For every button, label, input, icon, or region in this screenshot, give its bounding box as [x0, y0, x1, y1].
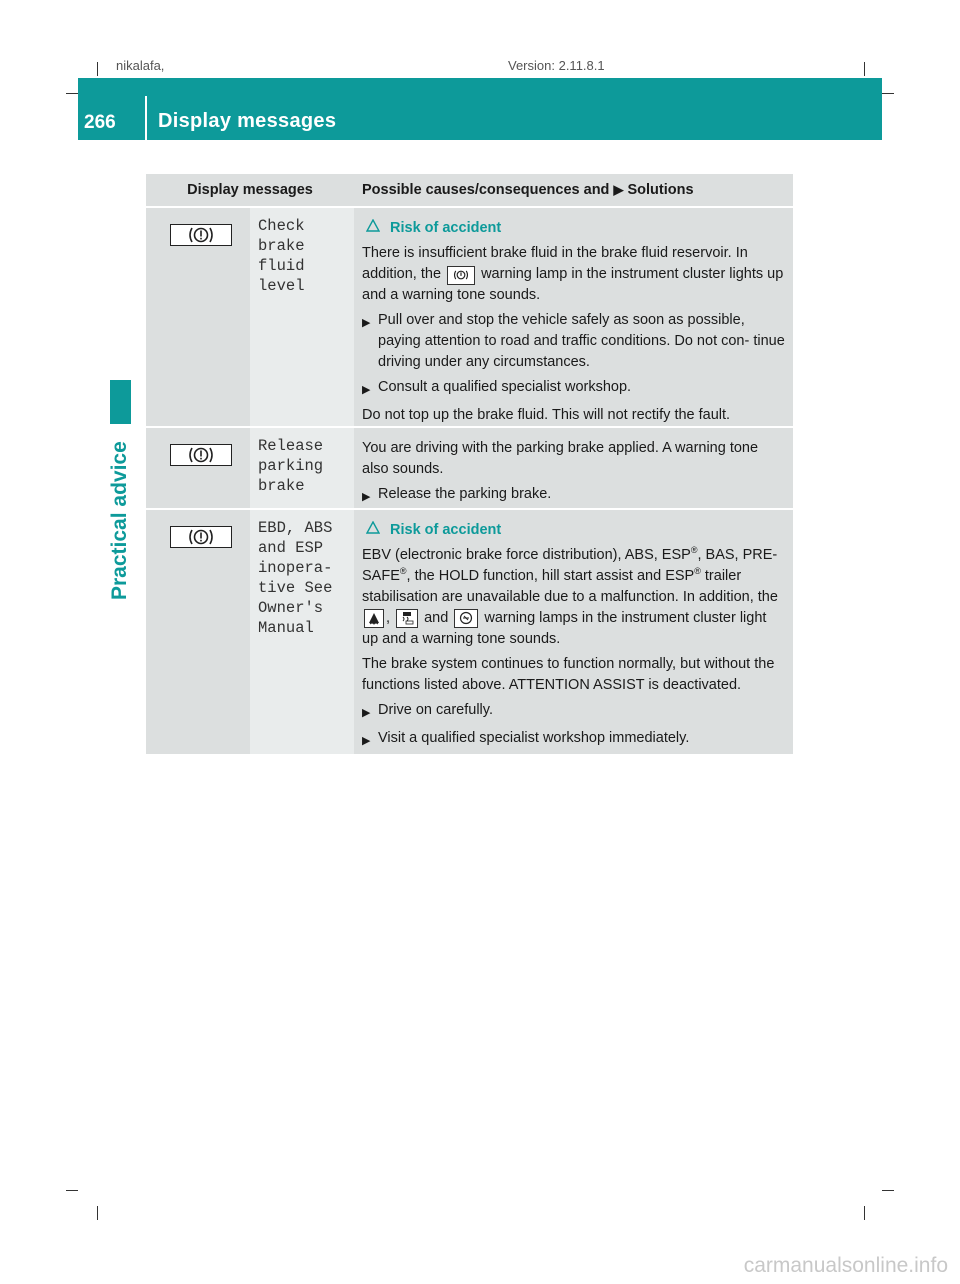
arrow-icon: ▶: [613, 182, 624, 197]
step-item: ▶ Release the parking brake.: [362, 484, 785, 508]
print-meta-right: Version: 2.11.8.1: [508, 58, 605, 73]
step-item: ▶ Visit a qualified specialist workshop immediately.: [362, 728, 785, 752]
risk-heading: Risk of accident: [362, 218, 785, 239]
crop-mark: [864, 1206, 865, 1220]
print-meta-left: nikalafa,: [116, 58, 165, 73]
watermark: carmanualsonline.info: [743, 1254, 948, 1277]
arrow-icon: ▶: [362, 707, 371, 719]
paragraph: You are driving with the parking brake applied. A warning tone also sounds.: [362, 440, 759, 477]
risk-heading: Risk of accident: [362, 520, 785, 541]
display-text: EBD, ABS and ESP inopera‐ tive See Owner's Manual: [250, 510, 354, 754]
side-tab: [110, 380, 131, 424]
brake-warning-icon: [170, 444, 232, 466]
col-header-display: Display messages: [187, 182, 313, 198]
cause-cell: [354, 208, 793, 426]
cause-cell: [354, 510, 793, 754]
paragraph: There is insufficient brake fluid in the brake fluid reservoir. In addition, the warning lamp in the instrument cluster lights up and a warning tone sounds.: [362, 245, 784, 303]
crop-mark: [66, 1190, 78, 1191]
esp-off-icon: [396, 609, 418, 628]
brake-warning-icon: [170, 224, 232, 246]
warning-triangle-icon: [366, 218, 380, 239]
header-divider: [145, 96, 147, 140]
crop-mark: [97, 62, 98, 76]
section-title: Display messages: [158, 110, 337, 132]
crop-mark: [864, 62, 865, 76]
step-item: ▶ Drive on carefully.: [362, 700, 785, 724]
display-text: Check brake fluid level: [250, 208, 354, 426]
page-number: 266: [84, 112, 116, 133]
table-row: [146, 508, 793, 754]
table-header: [146, 174, 793, 206]
side-section-label: Practical advice: [108, 441, 131, 600]
arrow-icon: ▶: [362, 317, 371, 329]
display-text: Release parking brake: [250, 428, 354, 508]
table-row: [146, 426, 793, 508]
paragraph: Do not top up the brake fluid. This will not rectify the fault.: [362, 407, 731, 423]
col-header-causes: Possible causes/consequences and ▶ Solutions: [362, 182, 694, 198]
table-row: [146, 206, 793, 426]
arrow-icon: ▶: [362, 735, 371, 747]
crop-mark: [97, 1206, 98, 1220]
crop-mark: [882, 1190, 894, 1191]
warning-triangle-icon: [366, 520, 380, 541]
crop-mark: [66, 93, 78, 94]
brake-warning-icon: [170, 526, 232, 548]
step-item: ▶ Consult a qualified specialist workshop.: [362, 377, 785, 401]
step-item: ▶ Pull over and stop the vehicle safely as soon as possible, paying attention to road and traffic conditions. Do not con- tinue driving under any circumstances.: [362, 310, 785, 373]
lamp-cell: [146, 510, 250, 754]
abs-warning-icon: [454, 609, 478, 628]
arrow-icon: ▶: [362, 384, 371, 396]
brake-warning-icon: [447, 266, 475, 285]
display-messages-table: [146, 174, 793, 754]
paragraph: The brake system continues to function normally, but without the functions listed above. ATTENTION ASSIST is deactivated.: [362, 656, 775, 693]
lamp-cell: [146, 428, 250, 508]
arrow-icon: ▶: [362, 491, 371, 503]
paragraph: EBV (electronic brake force distribution), ABS, ESP®, BAS, PRE-SAFE®, the HOLD function, hill start assist and ESP® trailer stabilisation are unavailable due to a malfunction. In addition, the , and warning lamps in the instrument cluster light up and a warning tone sounds.: [362, 545, 778, 647]
skidding-car-icon: [364, 609, 384, 628]
cause-cell: [354, 428, 793, 508]
lamp-cell: [146, 208, 250, 426]
crop-mark: [882, 93, 894, 94]
